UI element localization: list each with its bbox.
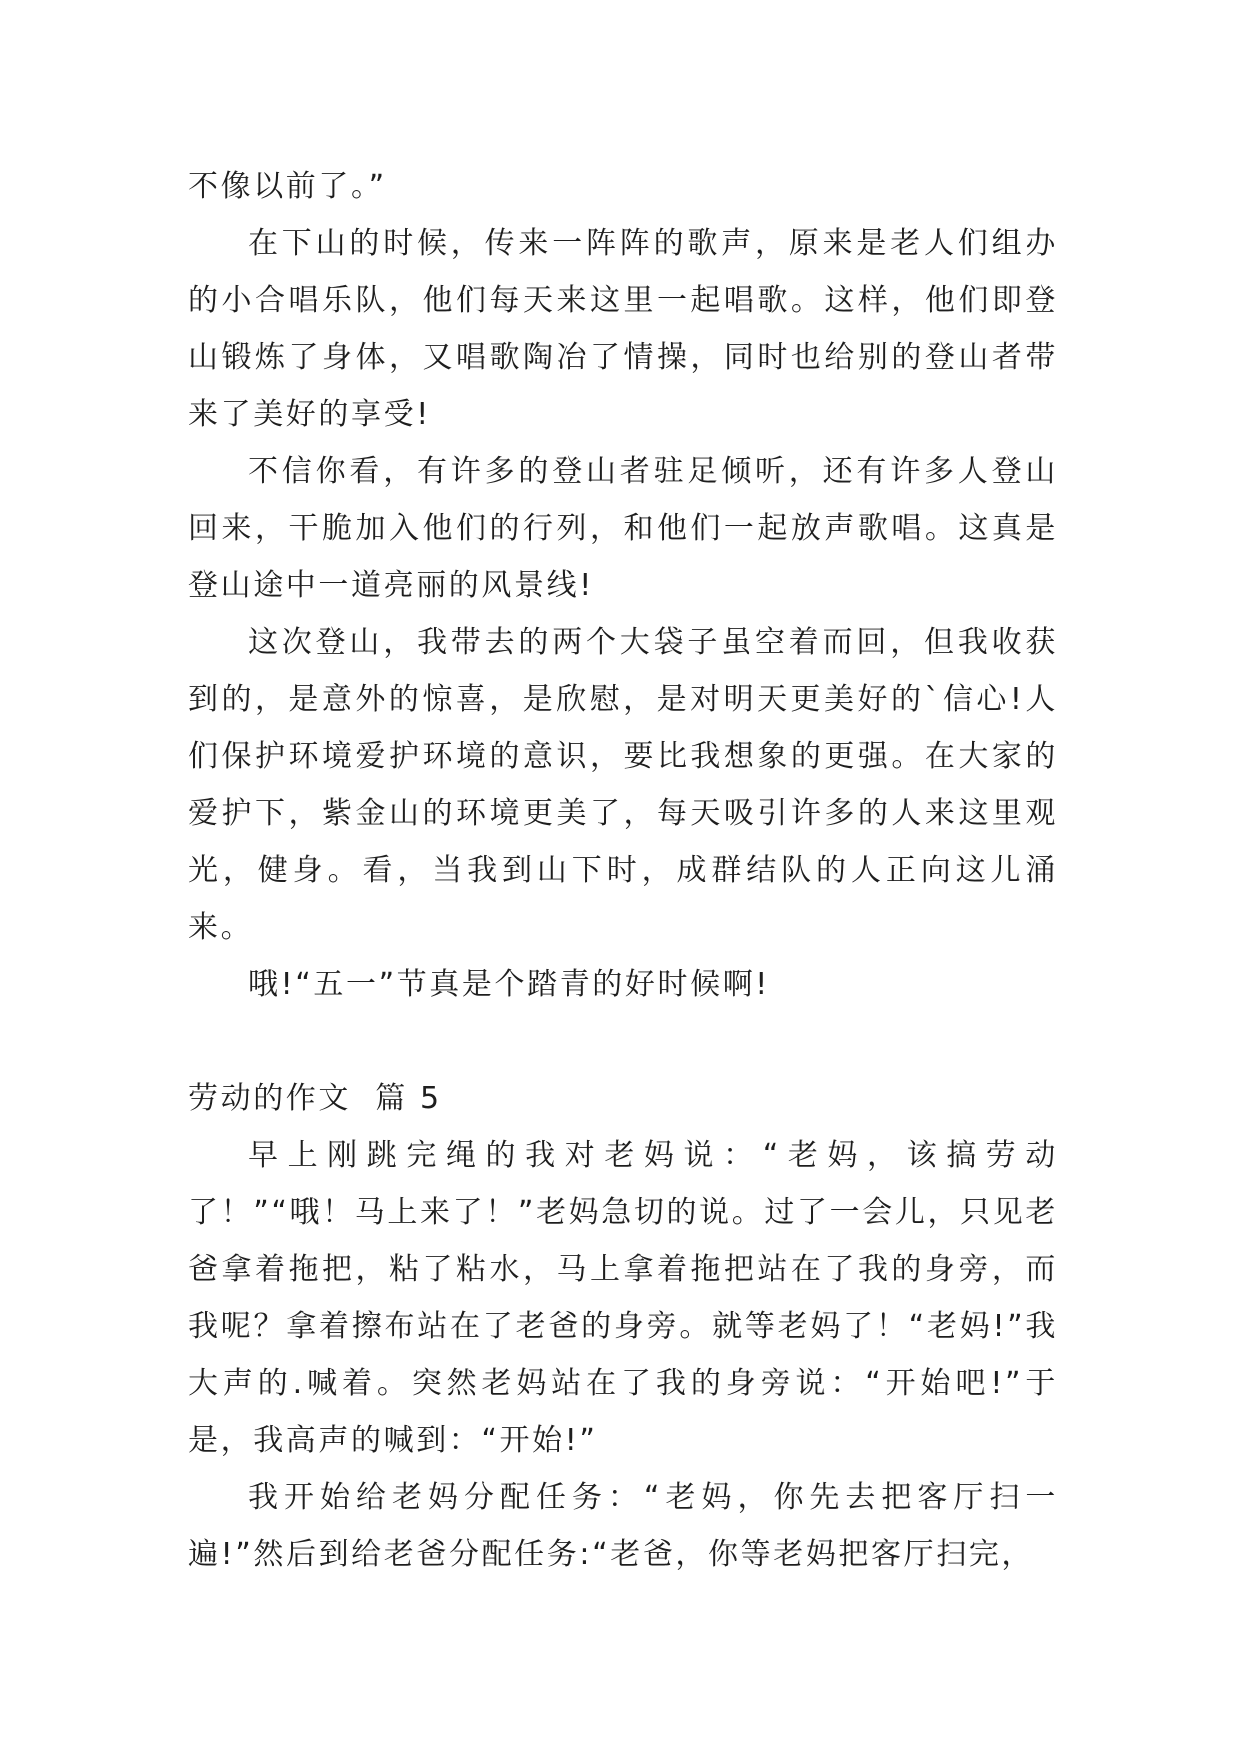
document-body [188,158,1058,1583]
paragraph: 不像以前了。” [188,169,387,204]
paragraph: 早上刚跳完绳的我对老妈说：“老妈，该搞劳动了！”“哦！马上来了！”老妈急切的说。过了一会儿，只见老爸拿着拖把，粘了粘水，马上拿着拖把站在了我的身旁，而我呢？拿着擦布站在了老爸的身旁。就等老妈了！“老妈!”我大声的.喊着。突然老妈站在了我的身旁说：“开始吧!”于是，我高声的喊到：“开始!” [188,1138,1058,1458]
paragraph: 在下山的时候，传来一阵阵的歌声，原来是老人们组办的小合唱乐队，他们每天来这里一起唱歌。这样，他们即登山锻炼了身体，又唱歌陶冶了情操，同时也给别的登山者带来了美好的享受! [188,226,1058,432]
section-spacer [188,1013,1058,1070]
paragraph: 我开始给老妈分配任务：“老妈，你先去把客厅扫一遍!”然后到给老爸分配任务:“老爸，你等老妈把客厅扫完， [188,1480,1058,1572]
paragraph: 不信你看，有许多的登山者驻足倾听，还有许多人登山回来，干脆加入他们的行列，和他们一起放声歌唱。这真是登山途中一道亮丽的风景线! [188,454,1058,603]
section-heading: 劳动的作文 篇 5 [188,1081,442,1116]
paragraph: 这次登山，我带去的两个大袋子虽空着而回，但我收获到的，是意外的惊喜，是欣慰，是对明天更美好的`信心!人们保护环境爱护环境的意识，要比我想象的更强。在大家的爱护下，紫金山的环境更美了，每天吸引许多的人来这里观光，健身。看，当我到山下时，成群结队的人正向这儿涌来。 [188,625,1058,945]
paragraph: 哦!“五一”节真是个踏青的好时候啊! [248,967,770,1002]
